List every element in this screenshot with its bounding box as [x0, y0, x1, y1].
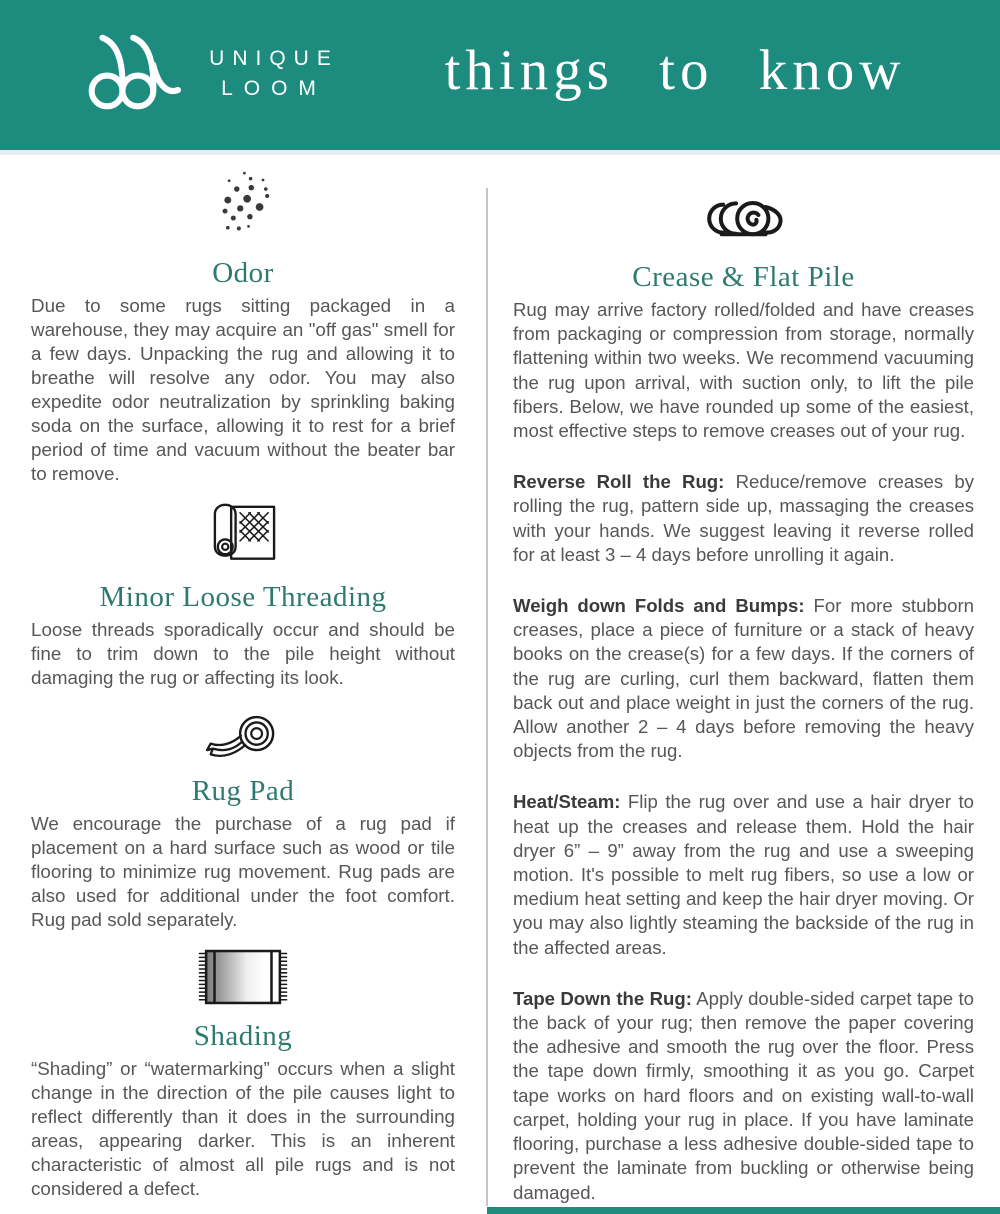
brand-line2: LOOM [221, 77, 327, 100]
brand-name [196, 44, 352, 104]
step-label-weigh-down: Weigh down Folds and Bumps: [513, 595, 805, 617]
brand-line1: UNIQUE [209, 47, 339, 70]
unique-loom-logo-icon [80, 28, 192, 124]
shaded-rug-icon [31, 946, 455, 1008]
section-heading-rug-pad: Rug Pad [191, 775, 295, 807]
page-title: things to know [444, 39, 906, 102]
footer-accent-bar [487, 1207, 1000, 1214]
section-body-odor: Due to some rugs sitting packaged in a warehouse, they may acquire an "off gas" smell for a few days. Unpacking the rug and allowing it to breathe will resolve any odor. You may also expedite odor neutralization by sprinkling baking soda on the surface, allowing it to rest for a brief period of time and vacuum without the beater bar to remove. [31, 295, 455, 484]
rolled-rug-spiral-icon [513, 195, 974, 243]
section-heading-threading: Minor Loose Threading [99, 581, 387, 613]
step-text-tape-down: Apply double-sided carpet tape to the back of your rug; then remove the paper covering the adhesive and smooth the rug over the floor. Press the tape down firmly, smoothing it as you go. Carpet tape works on hard floors and on existing wall-to-wall carpet, holding your rug in place. If you have laminate flooring, purchase a less adhesive double-sided tape to prevent the laminate from buckling or otherwise being damaged. [513, 987, 974, 1203]
step-label-heat-steam: Heat/Steam: [513, 791, 621, 813]
step-tape-down [513, 987, 974, 1205]
section-shading [31, 946, 455, 1201]
header-banner [0, 0, 1000, 155]
step-text-heat-steam: Flip the rug over and use a hair dryer to heat up the creases and release them. Hold the hair dryer 6” – 9” away from the rug and use a sweeping motion. It's possible to melt rug fibers, so use a low or medium heat setting and keep the hair dryer moving. Or you may also lightly steaming the backside of the rug in the affected areas. [513, 791, 974, 958]
step-weigh-down [513, 594, 974, 763]
rolled-rug-crosshatch-icon [31, 495, 455, 569]
step-label-reverse-roll: Reverse Roll the Rug: [513, 471, 725, 493]
odor-dots-icon [31, 169, 455, 245]
step-heat-steam [513, 790, 974, 959]
section-body-shading: “Shading” or “watermarking” occurs when a slight change in the direction of the pile causes light to reflect differently than it does in the surrounding areas, appearing darker. This is an inherent characteristic of almost all pile rugs and is not considered a defect. [31, 1058, 455, 1199]
section-odor [31, 169, 455, 486]
step-reverse-roll [513, 470, 974, 567]
section-heading-odor: Odor [212, 257, 274, 289]
step-text-reverse-roll: Reduce/remove creases by rolling the rug, pattern side up, massaging the creases with your hands. We suggest leaving it reverse rolled for at least 3 – 4 days before unrolling it again. [513, 471, 974, 565]
right-column [486, 155, 1000, 1205]
section-intro-crease: Rug may arrive factory rolled/folded and have creases from packaging or compression from storage, normally flattening within two weeks. We recommend vacuuming the rug upon arrival, with suction only, to lift the pile fibers. Below, we have rounded up some of the easiest, most effective steps to remove creases out of your rug. [513, 299, 974, 442]
content-columns [0, 155, 1000, 1205]
left-column [0, 155, 486, 1205]
section-heading-shading: Shading [193, 1020, 293, 1052]
section-minor-loose-threading [31, 495, 455, 690]
section-heading-crease: Crease & Flat Pile [632, 261, 855, 293]
column-divider [486, 188, 488, 1206]
step-label-tape-down: Tape Down the Rug: [513, 987, 692, 1009]
section-rug-pad [31, 707, 455, 932]
step-text-weigh-down: For more stubborn creases, place a piece of furniture or a stack of heavy books on the crease(s) for a few days. If the corners of the rug are curling, curl them backward, flatten them back out and place weight in just the corners of the rug. Allow another 2 – 4 days before removing the heavy objects from the rug. [513, 595, 974, 762]
section-body-rug-pad: We encourage the purchase of a rug pad if placement on a hard surface such as wood or tile flooring to minimize rug movement. Rug pads are also used for additional under the foot comfort. Rug pad sold separately. [31, 813, 455, 930]
rug-pad-roll-icon [31, 707, 455, 763]
section-body-threading: Loose threads sporadically occur and should be fine to trim down to the pile height without damaging the rug or affecting its look. [31, 619, 455, 688]
section-crease-flat-pile [513, 195, 974, 1205]
